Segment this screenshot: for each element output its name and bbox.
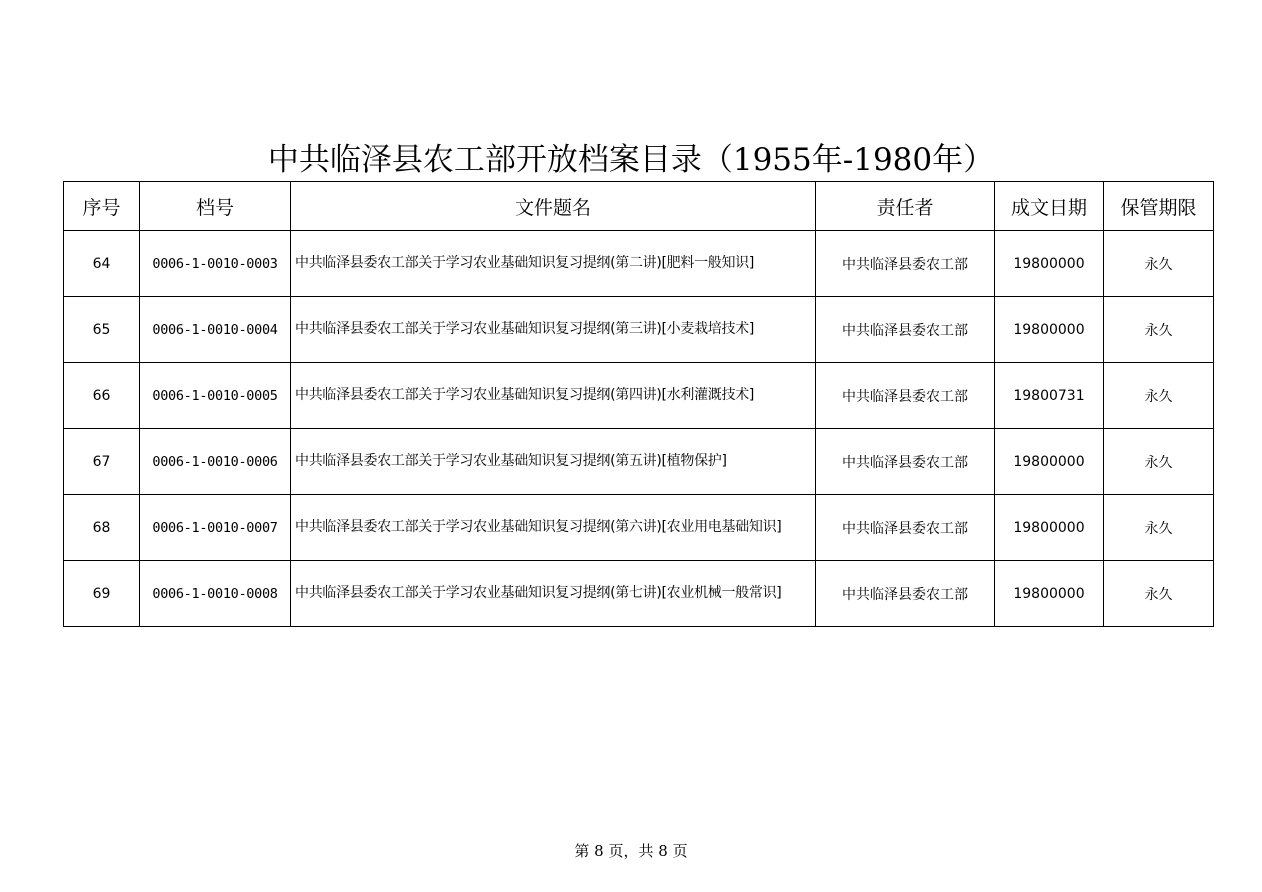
cell-code: 0006-1-0010-0006 [140,429,291,495]
header-seq: 序号 [64,182,140,231]
table-row [64,231,1214,297]
cell-seq: 68 [64,495,140,561]
page-title: 中共临泽县农工部开放档案目录（1955年-1980年） [267,142,995,178]
cell-seq: 65 [64,297,140,363]
cell-seq: 67 [64,429,140,495]
cell-code: 0006-1-0010-0008 [140,561,291,627]
header-term: 保管期限 [1104,182,1214,231]
cell-code: 0006-1-0010-0004 [140,297,291,363]
cell-title: 中共临泽县委农工部关于学习农业基础知识复习提纲(第五讲)[植物保护] [291,429,816,495]
cell-date: 19800000 [995,495,1104,561]
table-header-row [64,182,1214,231]
table-row [64,429,1214,495]
cell-date: 19800000 [995,429,1104,495]
cell-seq: 64 [64,231,140,297]
table-row [64,297,1214,363]
cell-author: 中共临泽县委农工部 [816,297,995,363]
cell-author: 中共临泽县委农工部 [816,231,995,297]
cell-date: 19800731 [995,363,1104,429]
cell-author: 中共临泽县委农工部 [816,363,995,429]
cell-term: 永久 [1104,231,1214,297]
cell-code: 0006-1-0010-0005 [140,363,291,429]
cell-date: 19800000 [995,561,1104,627]
cell-author: 中共临泽县委农工部 [816,429,995,495]
table-row [64,561,1214,627]
cell-title: 中共临泽县委农工部关于学习农业基础知识复习提纲(第三讲)[小麦栽培技术] [291,297,816,363]
table-row [64,495,1214,561]
cell-term: 永久 [1104,429,1214,495]
cell-code: 0006-1-0010-0003 [140,231,291,297]
header-date: 成文日期 [995,182,1104,231]
cell-seq: 66 [64,363,140,429]
cell-code: 0006-1-0010-0007 [140,495,291,561]
cell-author: 中共临泽县委农工部 [816,495,995,561]
cell-title: 中共临泽县委农工部关于学习农业基础知识复习提纲(第六讲)[农业用电基础知识] [291,495,816,561]
cell-title: 中共临泽县委农工部关于学习农业基础知识复习提纲(第四讲)[水利灌溉技术] [291,363,816,429]
cell-date: 19800000 [995,297,1104,363]
page-footer: 第 8 页，共 8 页 [574,842,688,860]
table-row [64,363,1214,429]
cell-term: 永久 [1104,363,1214,429]
cell-date: 19800000 [995,231,1104,297]
header-author: 责任者 [816,182,995,231]
archive-table [63,181,1214,627]
cell-author: 中共临泽县委农工部 [816,561,995,627]
cell-term: 永久 [1104,561,1214,627]
cell-term: 永久 [1104,495,1214,561]
cell-seq: 69 [64,561,140,627]
header-code: 档号 [140,182,291,231]
cell-title: 中共临泽县委农工部关于学习农业基础知识复习提纲(第二讲)[肥料一般知识] [291,231,816,297]
header-title: 文件题名 [291,182,816,231]
cell-term: 永久 [1104,297,1214,363]
cell-title: 中共临泽县委农工部关于学习农业基础知识复习提纲(第七讲)[农业机械一般常识] [291,561,816,627]
